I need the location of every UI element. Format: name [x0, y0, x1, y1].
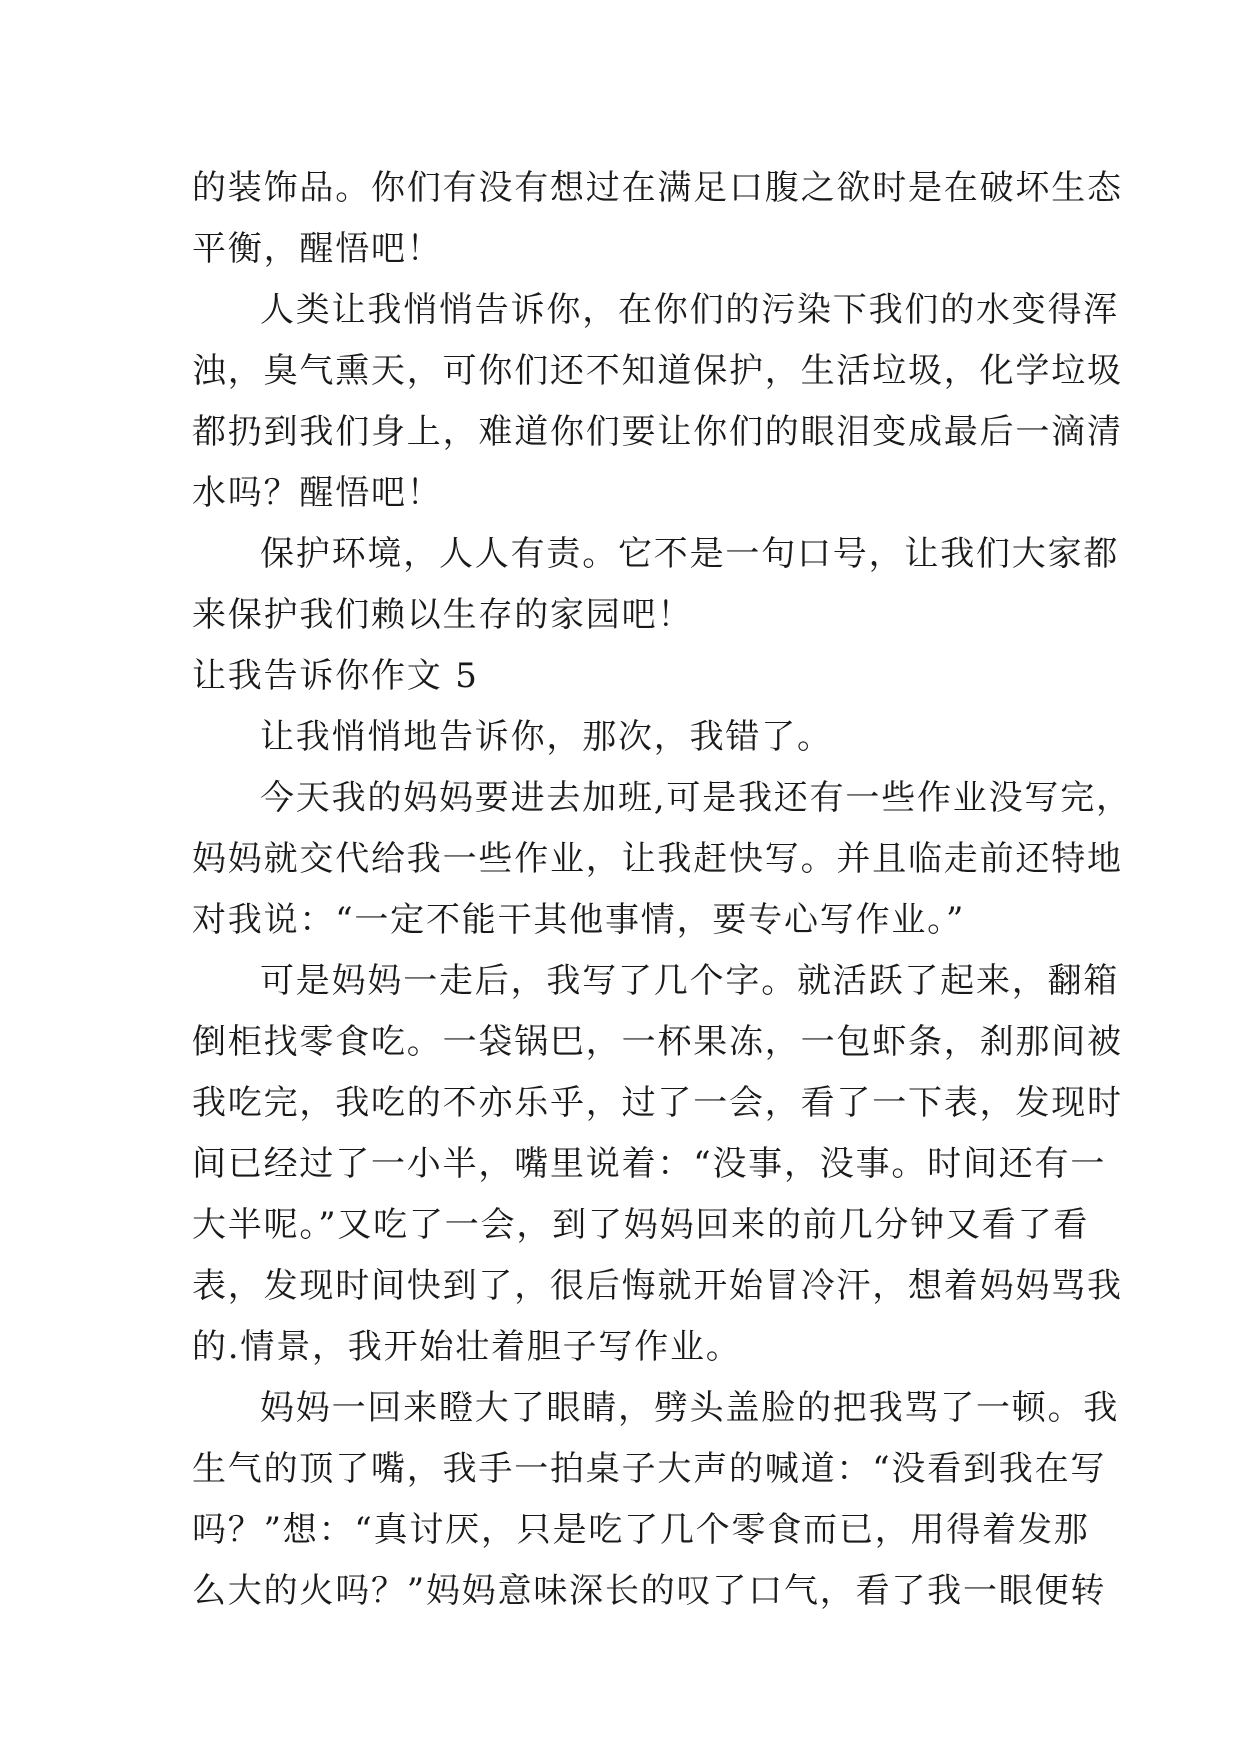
text-line: 我吃完，我吃的不亦乐乎，过了一会，看了一下表，发现时	[192, 1083, 1123, 1123]
text-line: 生气的顶了嘴，我手一拍桌子大声的喊道：“没看到我在写	[192, 1449, 1107, 1489]
text-line: 的.情景，我开始壮着胆子写作业。	[192, 1327, 742, 1367]
paragraph-start-line: 妈妈一回来瞪大了眼睛，劈头盖脸的把我骂了一顿。我	[260, 1388, 1120, 1428]
text-line: 都扔到我们身上，难道你们要让你们的眼泪变成最后一滴清	[192, 412, 1123, 452]
paragraph-start-line: 保护环境，人人有责。它不是一句口号，让我们大家都	[260, 534, 1120, 574]
text-line: 浊，臭气熏天，可你们还不知道保护，生活垃圾，化学垃圾	[192, 351, 1123, 391]
text-line: 来保护我们赖以生存的家园吧！	[192, 595, 694, 635]
text-line: 对我说：“一定不能干其他事情，要专心写作业。”	[192, 900, 966, 940]
text-line: 水吗？醒悟吧！	[192, 473, 443, 513]
text-line: 大半呢。”又吃了一会，到了妈妈回来的前几分钟又看了看	[192, 1205, 1090, 1245]
text-line: 倒柜找零食吃。一袋锅巴，一杯果冻，一包虾条，刹那间被	[192, 1022, 1123, 1062]
text-line: 间已经过了一小半，嘴里说着：“没事，没事。时间还有一	[192, 1144, 1107, 1184]
paragraph-start-line: 人类让我悄悄告诉你，在你们的污染下我们的水变得浑	[260, 290, 1120, 330]
section-heading: 让我告诉你作文 5	[192, 656, 479, 696]
paragraph-start-line: 今天我的妈妈要进去加班,可是我还有一些作业没写完，	[260, 778, 1132, 818]
text-line: 吗？”想：“真讨厌，只是吃了几个零食而已，用得着发那	[192, 1510, 1090, 1550]
text-line: 么大的火吗？”妈妈意味深长的叹了口气，看了我一眼便转	[192, 1571, 1107, 1611]
text-line: 表，发现时间快到了，很后悔就开始冒冷汗，想着妈妈骂我	[192, 1266, 1123, 1306]
text-line: 平衡，醒悟吧！	[192, 229, 443, 269]
text-line: 的装饰品。你们有没有想过在满足口腹之欲时是在破坏生态	[192, 168, 1123, 208]
document-page	[192, 158, 1132, 1622]
text-line: 妈妈就交代给我一些作业，让我赶快写。并且临走前还特地	[192, 839, 1123, 879]
paragraph-start-line: 让我悄悄地告诉你，那次，我错了。	[260, 717, 833, 757]
paragraph-start-line: 可是妈妈一走后，我写了几个字。就活跃了起来，翻箱	[260, 961, 1120, 1001]
